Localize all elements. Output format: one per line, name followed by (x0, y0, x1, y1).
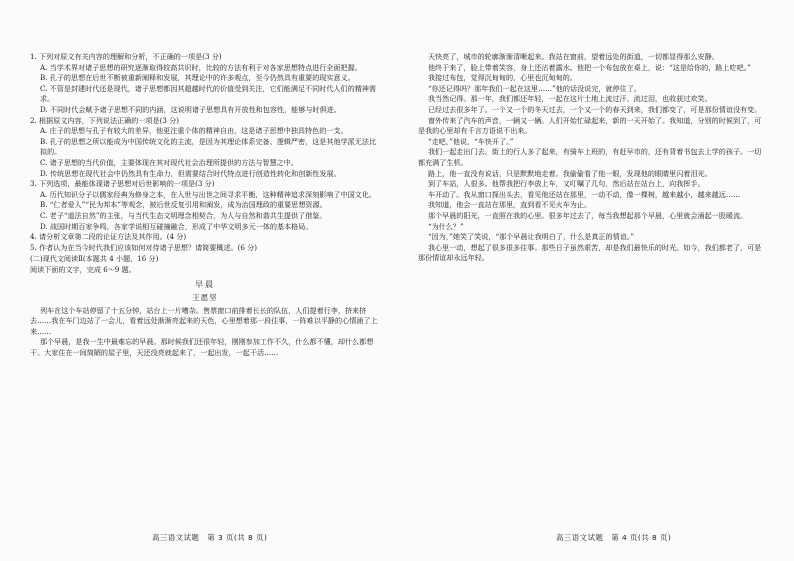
article-paragraph: 列车在这个车站停留了十五分钟，站台上一片嘈杂。售票窗口前排着长长的队伍，人们提着行李，挤来挤去……我在车门边站了一会儿，看着远处渐渐亮起来的天色，心里想着那一段往事，一阵难以平静的心情涌了上来…… (30, 305, 378, 336)
question-option: A. 当学术界对诸子思想的研究逐渐取得较高共识时，比较的方法有利于对各家思想特点进行全面把握。 (40, 62, 362, 72)
question-stem: 2. 根据原文内容，下列说法正确的一项是(3 分) (30, 115, 180, 125)
question-option: B. 孔子的思想在后世不断被重新阐释和发展，其理论中的许多观点，至今仍然具有重要的现实意义。 (40, 73, 355, 83)
question-stem: 3. 下列选项，最能体现诸子思想对后世影响的一项是(3 分) (30, 179, 215, 189)
question-option: B. 孔子的思想之所以能成为中国传统文化的主流，是因为其理论体系完备、逻辑严密，这是其他学派无法比拟的。 (40, 136, 377, 157)
story-paragraph: 我们一起走出门去。街上的行人多了起来，有骑车上班的，有赶早市的，还有背着书包去上学的孩子。一切都充满了生机。 (418, 147, 762, 167)
story-paragraph: 路上，他一直没有说话，只是默默地走着。我偷偷看了他一眼，发现他的眼睛里闪着泪光。 (427, 168, 712, 178)
story-paragraph: 已经过去很多年了。一个又一个的冬天过去，一个又一个的春天到来，我们都变了，可是那份情谊没有变。 (427, 104, 762, 114)
page-footer-left: 高三语文试题 第 3 页(共 8 页) (152, 533, 268, 542)
story-paragraph: 天快亮了，城市的轮廓渐渐清晰起来。我站在窗前，望着远处的街道，一切都显得那么安静。 (427, 52, 719, 61)
article-title: 早晨 (195, 280, 215, 290)
article-body (30, 306, 380, 359)
section-title: (二)现代文阅读Ⅱ(本题共 4 小题，16 分) (30, 254, 159, 264)
question-option: D. 传统思想在现代社会中仍然具有生命力，但需要结合时代特点进行创造性转化和创新性发展。 (40, 168, 341, 178)
story-paragraph: “你还记得吗？那年我们一起在这里……”他的话没说完，就停住了。 (427, 83, 641, 93)
question-option: A. 历代知识分子以儒家经典为修身之本，在入世与出世之间寻求平衡，这种精神追求深刻影响了中国文化。 (40, 189, 376, 199)
story-paragraph: “为什么？” (427, 221, 464, 231)
question-stem: 4. 请分析文章第二段的论证方法及其作用。(4 分) (30, 232, 187, 242)
story-paragraph: 窗外传来了汽车的声音，一辆又一辆。人们开始忙碌起来，新的一天开始了。我知道，分别的时候到了，可是我的心里却有千言万语说不出来。 (418, 115, 762, 136)
story-body (418, 52, 768, 264)
story-paragraph: 到了车站，人很多。他帮我把行李放上车，又叮嘱了几句，然后站在站台上，向我挥手。 (427, 179, 705, 189)
story-paragraph: 他终于来了，脸上带着笑容，身上还沾着露水。他把一个布包放在桌上，说：“这是给你的，路上吃吧。” (427, 62, 751, 72)
question-stem: 5. 作者认为在当今时代我们应该如何对待诸子思想？请简要概述。(6 分) (30, 242, 258, 252)
question-option: D. 不同时代会赋予诸子思想不同的内涵，这说明诸子思想具有开放性和包容性，能够与时俱进。 (40, 104, 341, 114)
question-list (30, 52, 380, 253)
question-option: C. 诸子思想的当代价值，主要体现在其对现代社会治理所提供的方法与智慧之中。 (40, 157, 298, 167)
question-option: C. 不管是封建时代还是现代，诸子思想都因其超越时代的价值受到关注，它们能满足不同时代人们的精神需求。 (40, 83, 376, 104)
question-stem: 1. 下列对原文有关内容的理解和分析，不正确的一项是(3 分) (30, 52, 222, 61)
story-paragraph: 我当然记得。那一年，我们都还年轻，一起在这片土地上流过汗、流过泪，也收获过欢笑。 (427, 94, 712, 104)
question-option: C. 老子“道法自然”的主张，与当代生态文明理念相契合，为人与自然和谐共生提供了借鉴。 (40, 210, 327, 220)
page-footer-right: 高三语文试题 第 4 页(共 8 页) (556, 533, 672, 542)
story-paragraph: “因为，”她笑了笑说，“那个早晨让我明白了，什么是真正的情谊。” (427, 232, 634, 242)
story-paragraph: 那个早晨的阳光，一直照在我的心里。很多年过去了，每当我想起那个早晨，心里就会涌起一股暖流。 (427, 210, 748, 220)
story-paragraph: 我知道，他会一直站在那里，直到看不见火车为止。 (427, 200, 592, 210)
question-option: A. 庄子的思想与孔子有较大的差异，他更注重个体的精神自由，这是诸子思想中独具特色的一支。 (40, 126, 348, 136)
story-paragraph: 我接过布包，觉得沉甸甸的，心里也沉甸甸的。 (427, 73, 577, 83)
question-option: D. 战国时期百家争鸣，各家学说相互碰撞融合，形成了中华文明多元一体的基本格局。 (40, 221, 313, 231)
question-option: B. “仁者爱人”“民为邦本”等观念，被后世反复引用和阐发，成为治国理政的重要思想资源。 (40, 200, 327, 210)
section-intro: 阅读下面的文字，完成 6～9 题。 (30, 264, 136, 274)
article-paragraph: 那个早晨，是我一生中最难忘的早晨。那时候我们还很年轻，刚刚参加工作不久，什么都不懂，却什么都想干。大家住在一间简陋的屋子里，天还没亮就起来了，一起出发，一起干活…… (30, 337, 374, 358)
right-page (418, 52, 768, 522)
left-page (30, 52, 380, 522)
story-paragraph: “走吧，”他说，“车快开了。” (427, 136, 514, 146)
story-paragraph: 车开动了。我从窗口探出头去，看见他还站在那里，一动不动，像一棵树，越来越小，越来越远…… (427, 189, 741, 199)
article-author: 王愿坚 (192, 293, 218, 303)
story-paragraph: 我心里一动，想起了很多很多往事。那些日子虽然艰苦，却是我们最快乐的时光。如今，我们都老了，可是那份情谊却永远年轻。 (418, 242, 762, 263)
